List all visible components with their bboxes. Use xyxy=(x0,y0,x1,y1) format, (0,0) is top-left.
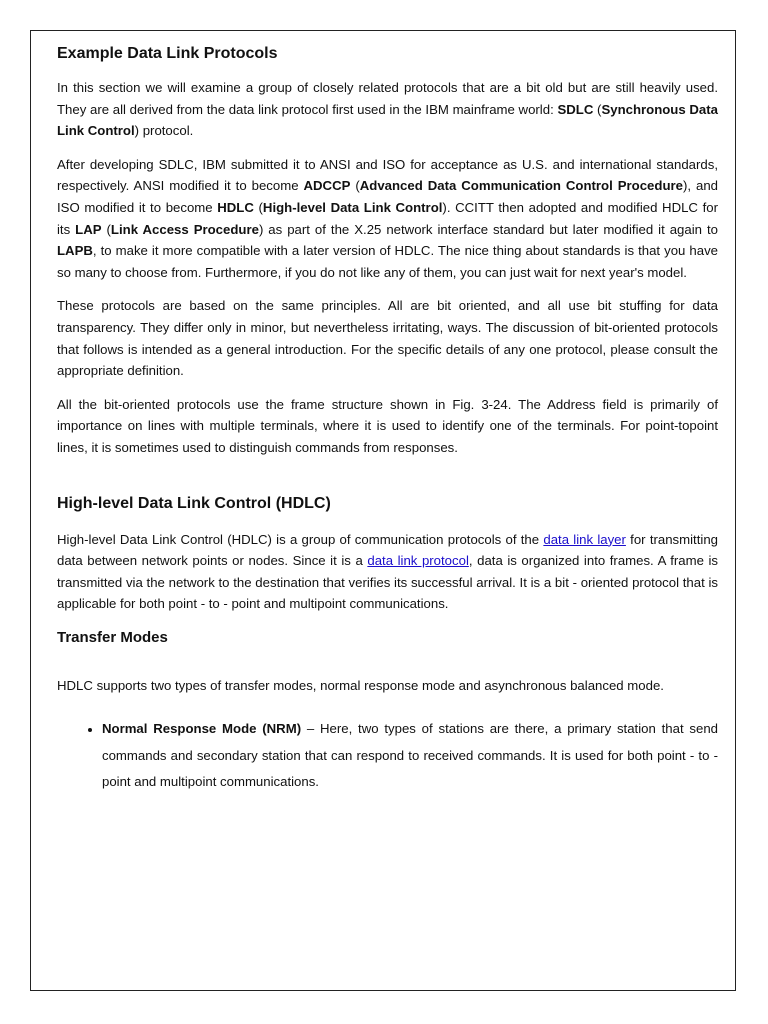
paragraph-text: In this section we will examine a group of closely related protocols that are a bit old but are still heavily used. They are all derived from the data link protocol first used in the IBM mainframe world: xyxy=(57,80,718,117)
paragraph-principles: These protocols are based on the same principles. All are bit oriented, and all use bit stuffing for data transparency. They differ only in minor, but nevertheless irritating, ways. The discussion of bit-oriented protocols that follows is intended as a general introduction. For the specific details of any one protocol, please consult the appropriate definition. xyxy=(57,298,718,379)
list-item xyxy=(102,716,718,796)
term-hdlc-full: High-level Data Link Control xyxy=(262,199,443,215)
document-page xyxy=(30,30,736,991)
paragraph-text: , data is organized into frames. A frame is transmitted via the network to the destination that verifies its successful arrival. It is a bit - oriented protocol that is applicable for both point - to - point and multipoint communications. xyxy=(57,553,719,612)
transfer-modes-list xyxy=(57,716,718,796)
paragraph-text: ), and ISO modified it to become xyxy=(57,178,718,215)
term-sdlc: SDLC xyxy=(557,101,594,117)
link-data-link-layer[interactable]: data link layer xyxy=(543,531,626,547)
paragraph-transfer-modes: HDLC supports two types of transfer modes, normal response mode and asynchronous balanced mode. xyxy=(57,677,664,693)
term-lap: LAP xyxy=(75,221,102,237)
term-lap-full: Link Access Procedure xyxy=(110,221,259,237)
term-hdlc: HDLC xyxy=(217,199,254,215)
paragraph-frame-structure: All the bit-oriented protocols use the frame structure shown in Fig. 3-24. The Address field is primarily of importance on lines with multiple terminals, where it is used to identify one of the terminals. For point-topoint lines, it is sometimes used to distinguish commands from responses. xyxy=(57,396,718,455)
section-title-hdlc: High-level Data Link Control (HDLC) xyxy=(57,494,331,512)
link-data-link-protocol[interactable]: data link protocol xyxy=(367,553,469,569)
paragraph-text: ( xyxy=(350,178,360,194)
section-title-example-protocols: Example Data Link Protocols xyxy=(57,45,278,62)
list-item-text: – Here, two types of stations are there, a primary station that send commands and secondary station that can respond to received commands. It is used for both point - to - point and multipoint communications. xyxy=(102,721,718,790)
term-adccp: ADCCP xyxy=(303,178,351,194)
term-sdlc-full: Synchronous Data Link Control xyxy=(57,101,718,139)
paragraph-text: ( xyxy=(253,199,263,215)
paragraph-text: , to make it more compatible with a later version of HDLC. The nice thing about standards is that you have so many to choose from. Furthermore, if you do not like any of them, you can just wait for next year's model. xyxy=(57,243,718,280)
subsection-title-transfer-modes: Transfer Modes xyxy=(57,628,168,646)
paragraph-text: for transmitting data between network points or nodes. Since it is a xyxy=(57,531,718,569)
term-lapb: LAPB xyxy=(57,243,93,259)
term-adccp-full: Advanced Data Communication Control Procedure xyxy=(359,178,683,194)
term-nrm: Normal Response Mode (NRM) xyxy=(102,721,302,737)
paragraph-text: ( xyxy=(101,221,111,237)
paragraph-intro xyxy=(57,77,718,142)
paragraph-text: ). CCITT then adopted and modified HDLC for its xyxy=(57,199,718,237)
paragraph-text: ( xyxy=(593,101,602,117)
paragraph-text: ) protocol. xyxy=(134,123,194,139)
document-content xyxy=(57,41,718,796)
paragraph-text: After developing SDLC, IBM submitted it to ANSI and ISO for acceptance as U.S. and international standards, respectively. ANSI modified it to become xyxy=(57,156,718,194)
paragraph-hdlc-intro xyxy=(57,529,718,615)
paragraph-text: High-level Data Link Control (HDLC) is a group of communication protocols of the xyxy=(57,531,544,547)
paragraph-text: ) as part of the X.25 network interface standard but later modified it again to xyxy=(258,221,718,237)
paragraph-standards-history xyxy=(57,154,718,284)
